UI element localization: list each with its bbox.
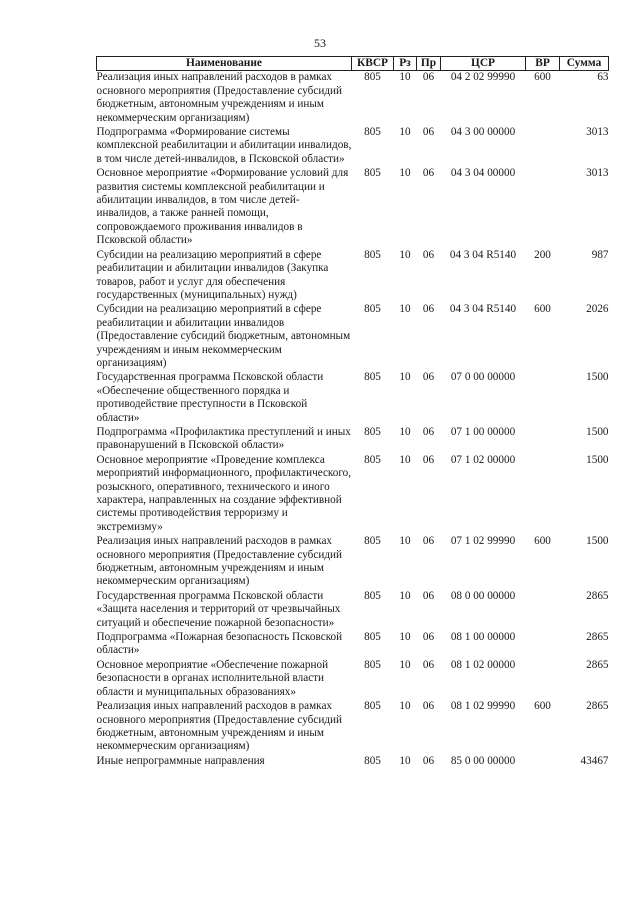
cell-sum: 1500 bbox=[586, 371, 609, 384]
cell-kvsr: 805 bbox=[364, 700, 381, 713]
cell-pr: 06 bbox=[422, 71, 435, 84]
cell-rz: 10 bbox=[399, 425, 411, 438]
cell-sum: 63 bbox=[597, 71, 609, 84]
cell-rz: 10 bbox=[399, 248, 411, 261]
page-number: 53 bbox=[314, 36, 326, 50]
table-row bbox=[97, 303, 609, 371]
cell-vr bbox=[526, 167, 560, 248]
cell-rz: 10 bbox=[399, 303, 411, 316]
table-row bbox=[97, 454, 609, 535]
cell-name: Реализация иных направлений расходов в рамках основного мероприятия (Предоставление субсидий бюджетным, автономным учреждениям и иным некоммерческим организациям) bbox=[96, 535, 342, 588]
cell-sum: 2865 bbox=[586, 700, 609, 713]
cell-csr: 08 0 00 00000 bbox=[450, 589, 516, 602]
cell-rz: 10 bbox=[399, 700, 411, 713]
cell-pr: 06 bbox=[422, 589, 435, 602]
cell-sum: 1500 bbox=[586, 453, 609, 466]
cell-csr: 08 1 00 00000 bbox=[450, 631, 516, 644]
cell-csr: 08 1 02 99990 bbox=[450, 700, 516, 713]
cell-csr: 07 1 02 99990 bbox=[450, 535, 516, 548]
cell-csr: 04 2 02 99990 bbox=[450, 71, 516, 84]
cell-csr: 04 3 00 00000 bbox=[450, 126, 516, 139]
table-row bbox=[97, 590, 609, 631]
cell-vr: 600 bbox=[534, 535, 551, 548]
cell-name: Иные непрограммные направления bbox=[96, 754, 265, 767]
table-row bbox=[97, 426, 609, 454]
table-row bbox=[97, 535, 609, 590]
cell-name: Основное мероприятие «Обеспечение пожарной безопасности в органах исполнительной власти области и муниципальных образованиях» bbox=[96, 658, 329, 698]
cell-pr: 06 bbox=[422, 453, 435, 466]
cell-name: Субсидии на реализацию мероприятий в сфере реабилитации и абилитации инвалидов (Закупка товаров, работ и услуг для обеспечения государственных (муниципальных) нужд) bbox=[96, 248, 329, 301]
cell-sum: 987 bbox=[591, 248, 609, 261]
cell-kvsr: 805 bbox=[364, 754, 381, 767]
cell-vr bbox=[526, 590, 560, 631]
table-row bbox=[97, 71, 609, 126]
table-row bbox=[97, 631, 609, 659]
header-name: Наименование bbox=[97, 57, 352, 71]
cell-csr: 07 1 00 00000 bbox=[450, 425, 516, 438]
cell-sum: 2865 bbox=[586, 631, 609, 644]
cell-kvsr: 805 bbox=[364, 453, 381, 466]
cell-sum: 2865 bbox=[586, 589, 609, 602]
cell-rz: 10 bbox=[399, 589, 411, 602]
cell-pr: 06 bbox=[422, 126, 435, 139]
cell-name: Государственная программа Псковской области «Защита населения и территорий от чрезвычайных ситуаций и обеспечение пожарной безопасности» bbox=[96, 589, 341, 629]
cell-csr: 85 0 00 00000 bbox=[450, 754, 516, 767]
cell-pr: 06 bbox=[422, 167, 435, 180]
cell-kvsr: 805 bbox=[364, 425, 381, 438]
cell-kvsr: 805 bbox=[364, 303, 381, 316]
cell-name: Реализация иных направлений расходов в рамках основного мероприятия (Предоставление субсидий бюджетным, автономным учреждениям и иным некоммерческим организациям) bbox=[96, 700, 342, 753]
cell-csr: 04 3 04 R5140 bbox=[449, 303, 517, 316]
cell-sum: 43467 bbox=[580, 754, 609, 767]
cell-csr: 07 1 02 00000 bbox=[450, 453, 516, 466]
budget-table bbox=[96, 56, 609, 769]
cell-name: Подпрограмма «Профилактика преступлений и иных правонарушений в Псковской области» bbox=[96, 425, 351, 452]
table-header-row bbox=[97, 57, 609, 71]
cell-csr: 04 3 04 R5140 bbox=[449, 248, 517, 261]
cell-pr: 06 bbox=[422, 658, 435, 671]
cell-rz: 10 bbox=[399, 71, 411, 84]
cell-pr: 06 bbox=[422, 248, 435, 261]
cell-kvsr: 805 bbox=[364, 535, 381, 548]
cell-name: Субсидии на реализацию мероприятий в сфере реабилитации и абилитации инвалидов (Предоставление субсидий бюджетным, автономным учреждениям и иным некоммерческим организациям) bbox=[96, 303, 351, 369]
cell-rz: 10 bbox=[399, 167, 411, 180]
table-row bbox=[97, 700, 609, 755]
table-row bbox=[97, 371, 609, 426]
cell-sum: 3013 bbox=[586, 126, 609, 139]
cell-name: Государственная программа Псковской области «Обеспечение общественного порядка и противодействие преступности в Псковской области» bbox=[96, 371, 324, 424]
cell-vr bbox=[526, 755, 560, 769]
cell-vr bbox=[526, 426, 560, 454]
cell-kvsr: 805 bbox=[364, 126, 381, 139]
cell-vr: 600 bbox=[534, 303, 551, 316]
table-row bbox=[97, 167, 609, 248]
table-row bbox=[97, 659, 609, 700]
header-pr: Пр bbox=[417, 57, 441, 71]
cell-rz: 10 bbox=[399, 658, 411, 671]
cell-vr bbox=[526, 631, 560, 659]
cell-pr: 06 bbox=[422, 700, 435, 713]
cell-pr: 06 bbox=[422, 535, 435, 548]
cell-pr: 06 bbox=[422, 631, 435, 644]
cell-name: Подпрограмма «Пожарная безопасность Псковской области» bbox=[96, 631, 343, 657]
cell-vr bbox=[526, 659, 560, 700]
table-row bbox=[97, 249, 609, 304]
cell-kvsr: 805 bbox=[364, 589, 381, 602]
cell-sum: 2865 bbox=[586, 658, 609, 671]
cell-csr: 08 1 02 00000 bbox=[450, 658, 516, 671]
cell-name: Основное мероприятие «Проведение комплекса мероприятий информационного, профилактического, розыскного, оперативного, технического и иного характера, направленных на создание эффективной системы противодействия терроризму и экстремизму» bbox=[96, 453, 352, 533]
cell-rz: 10 bbox=[399, 126, 411, 139]
cell-sum: 3013 bbox=[586, 167, 609, 180]
cell-rz: 10 bbox=[399, 371, 411, 384]
table-row bbox=[97, 755, 609, 769]
header-rz: Рз bbox=[394, 57, 417, 71]
cell-kvsr: 805 bbox=[364, 71, 381, 84]
cell-vr: 200 bbox=[534, 248, 551, 261]
cell-csr: 07 0 00 00000 bbox=[450, 371, 516, 384]
cell-vr: 600 bbox=[534, 700, 551, 713]
cell-rz: 10 bbox=[399, 535, 411, 548]
cell-pr: 06 bbox=[422, 754, 435, 767]
header-kvsr: КВСР bbox=[352, 57, 394, 71]
cell-rz: 10 bbox=[399, 453, 411, 466]
cell-vr: 600 bbox=[534, 71, 551, 84]
cell-kvsr: 805 bbox=[364, 248, 381, 261]
cell-name: Подпрограмма «Формирование системы комплексной реабилитации и абилитации инвалидов, в том числе детей-инвалидов, в Псковской области» bbox=[96, 126, 352, 165]
cell-sum: 1500 bbox=[586, 425, 609, 438]
cell-kvsr: 805 bbox=[364, 167, 381, 180]
cell-pr: 06 bbox=[422, 371, 435, 384]
cell-name: Основное мероприятие «Формирование условий для развития системы комплексной реабилитации и абилитации инвалидов, в том числе детей-инвалидов, а также ранней помощи, сопровождаемого проживания инвалидов в Псковской области» bbox=[96, 167, 349, 247]
cell-csr: 04 3 04 00000 bbox=[450, 167, 516, 180]
cell-rz: 10 bbox=[399, 631, 411, 644]
cell-rz: 10 bbox=[399, 754, 411, 767]
cell-kvsr: 805 bbox=[364, 371, 381, 384]
cell-sum: 1500 bbox=[586, 535, 609, 548]
cell-pr: 06 bbox=[422, 303, 435, 316]
cell-kvsr: 805 bbox=[364, 631, 381, 644]
header-vr: ВР bbox=[526, 57, 560, 71]
cell-pr: 06 bbox=[422, 425, 435, 438]
cell-sum: 2026 bbox=[586, 303, 609, 316]
cell-vr bbox=[526, 454, 560, 535]
cell-vr bbox=[526, 126, 560, 167]
header-csr: ЦСР bbox=[441, 57, 526, 71]
cell-name: Реализация иных направлений расходов в рамках основного мероприятия (Предоставление субсидий бюджетным, автономным учреждениям и иным некоммерческим организациям) bbox=[96, 71, 342, 124]
table-row bbox=[97, 126, 609, 167]
cell-kvsr: 805 bbox=[364, 658, 381, 671]
header-sum: Сумма bbox=[560, 57, 609, 71]
cell-vr bbox=[526, 371, 560, 426]
